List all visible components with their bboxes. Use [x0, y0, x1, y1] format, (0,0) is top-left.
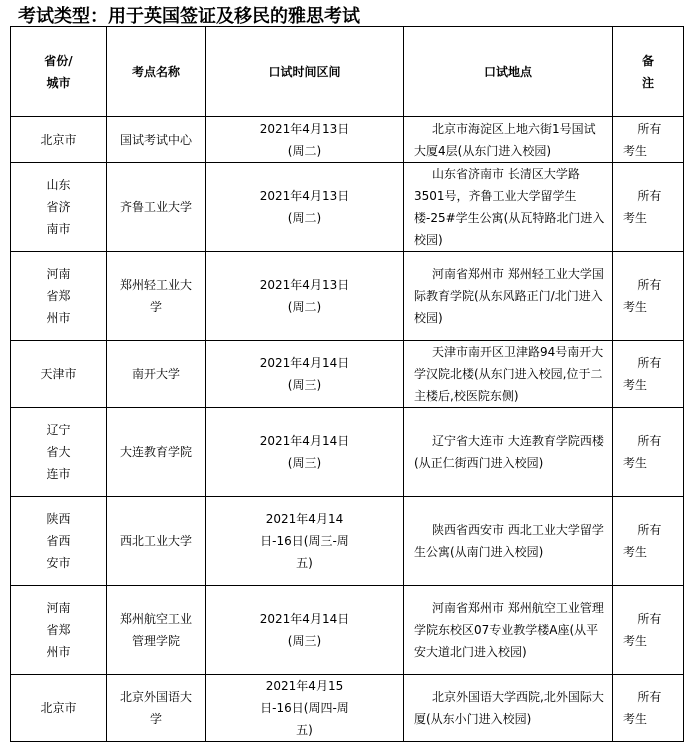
- location-cell: 河南省郑州市 郑州航空工业管理学院东校区07专业教学楼A座(从平安大道北门进入校园): [404, 586, 613, 675]
- city-cell: 北京市: [11, 117, 107, 163]
- table-row: [11, 163, 684, 252]
- location-cell: 天津市南开区卫津路94号南开大学汉院北楼(从东门进入校园,位于二主楼后,校医院东侧): [404, 341, 613, 408]
- venue-cell: 国试考试中心: [107, 117, 206, 163]
- header-city: 省份/城市: [11, 27, 107, 117]
- header-time: 口试时间区间: [206, 27, 404, 117]
- venue-cell: 齐鲁工业大学: [107, 163, 206, 252]
- location-cell: 陕西省西安市 西北工业大学留学生公寓(从南门进入校园): [404, 497, 613, 586]
- table-row: [11, 497, 684, 586]
- note-cell: 所有考生: [613, 117, 684, 163]
- table-row: [11, 117, 684, 163]
- table-header-row: [11, 27, 684, 117]
- venue-cell: 郑州轻工业大学: [107, 252, 206, 341]
- location-cell: 北京外国语大学西院,北外国际大厦(从东小门进入校园): [404, 675, 613, 742]
- table-row: [11, 408, 684, 497]
- note-cell: 所有考生: [613, 341, 684, 408]
- location-cell: 河南省郑州市 郑州轻工业大学国际教育学院(从东风路正门/北门进入校园): [404, 252, 613, 341]
- time-cell: 2021年4月15日-16日(周四-周五): [206, 675, 404, 742]
- header-note: 备注: [613, 27, 684, 117]
- city-cell: 河南省郑州市: [11, 252, 107, 341]
- note-cell: 所有考生: [613, 675, 684, 742]
- venue-cell: 西北工业大学: [107, 497, 206, 586]
- location-cell: 辽宁省大连市 大连教育学院西楼(从正仁街西门进入校园): [404, 408, 613, 497]
- table-row: [11, 586, 684, 675]
- header-venue: 考点名称: [107, 27, 206, 117]
- venue-cell: 北京外国语大学: [107, 675, 206, 742]
- table-row: [11, 341, 684, 408]
- city-cell: 陕西省西安市: [11, 497, 107, 586]
- venue-cell: 郑州航空工业管理学院: [107, 586, 206, 675]
- note-cell: 所有考生: [613, 408, 684, 497]
- page-title: 考试类型：用于英国签证及移民的雅思考试: [18, 6, 360, 27]
- note-cell: 所有考生: [613, 497, 684, 586]
- time-cell: 2021年4月14日(周三): [206, 341, 404, 408]
- city-cell: 山东省济南市: [11, 163, 107, 252]
- note-cell: 所有考生: [613, 163, 684, 252]
- city-cell: 河南省郑州市: [11, 586, 107, 675]
- venue-cell: 大连教育学院: [107, 408, 206, 497]
- venue-cell: 南开大学: [107, 341, 206, 408]
- location-cell: 山东省济南市 长清区大学路3501号，齐鲁工业大学留学生楼-25#学生公寓(从瓦特路北门进入校园): [404, 163, 613, 252]
- exam-schedule-table: [10, 26, 684, 742]
- time-cell: 2021年4月13日(周二): [206, 117, 404, 163]
- note-cell: 所有考生: [613, 586, 684, 675]
- location-cell: 北京市海淀区上地六街1号国试大厦4层(从东门进入校园): [404, 117, 613, 163]
- time-cell: 2021年4月13日(周二): [206, 163, 404, 252]
- table-row: [11, 252, 684, 341]
- table-row: [11, 675, 684, 742]
- time-cell: 2021年4月14日-16日(周三-周五): [206, 497, 404, 586]
- note-cell: 所有考生: [613, 252, 684, 341]
- time-cell: 2021年4月14日(周三): [206, 586, 404, 675]
- time-cell: 2021年4月14日(周三): [206, 408, 404, 497]
- time-cell: 2021年4月13日(周二): [206, 252, 404, 341]
- header-location: 口试地点: [404, 27, 613, 117]
- city-cell: 辽宁省大连市: [11, 408, 107, 497]
- city-cell: 北京市: [11, 675, 107, 742]
- city-cell: 天津市: [11, 341, 107, 408]
